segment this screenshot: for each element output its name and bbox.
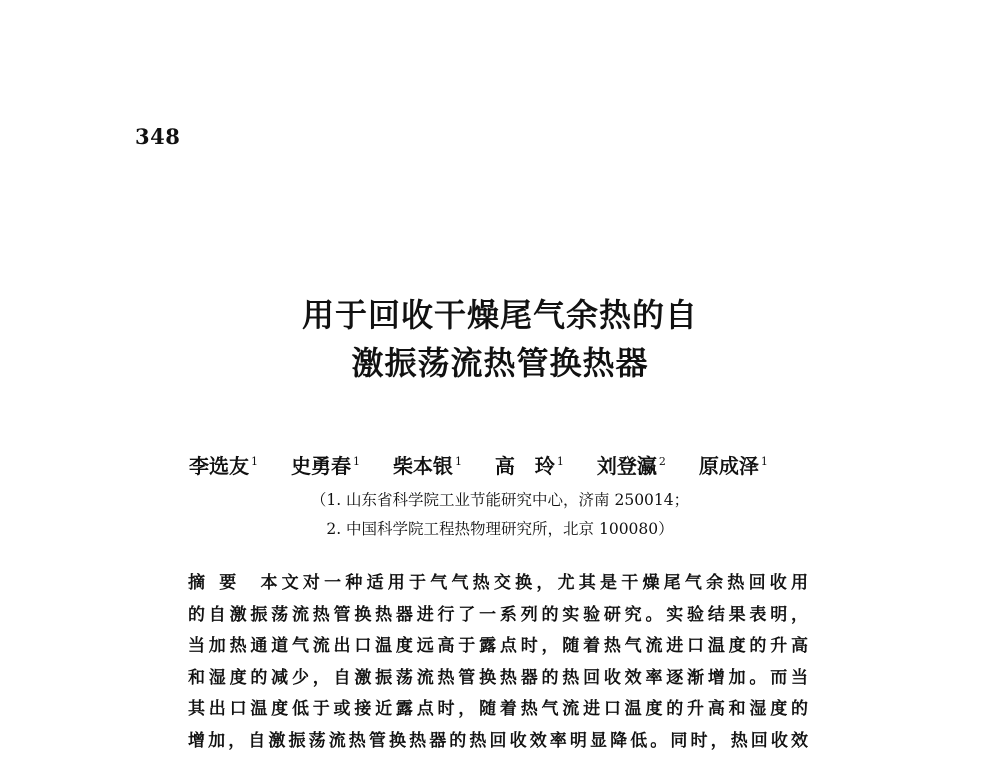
author-affiliation-mark: 1 [556, 455, 564, 469]
author-name: 柴本银 [392, 454, 453, 478]
author-name: 刘登瀛 [596, 454, 657, 478]
abstract-line: 当加热通道气流出口温度远高于露点时，随着热气流进口温度的升高 [188, 636, 808, 657]
affiliation-line-2: 2. 中国科学院工程热物理研究所，北京 100080） [326, 520, 674, 538]
author-affiliation-mark: 1 [454, 455, 462, 469]
author-name: 原成泽 [698, 454, 759, 478]
paper-title-line-1: 用于回收干燥尾气余热的自 [301, 296, 698, 334]
author [393, 454, 462, 478]
author-list [189, 450, 829, 479]
affiliation-line-1: （1. 山东省科学院工业节能研究中心，济南 250014； [310, 491, 690, 509]
author-affiliation-mark: 1 [251, 455, 258, 469]
abstract-line: 其出口温度低于或接近露点时，随着热气流进口温度的升高和湿度的 [188, 699, 808, 720]
abstract-label: 摘要 [188, 573, 251, 593]
author [597, 454, 666, 478]
abstract [188, 568, 808, 758]
author [495, 454, 564, 478]
abstract-line: 和湿度的减少，自激振荡流热管换热器的热回收效率逐渐增加。而当 [188, 667, 808, 688]
paper-title-line-2: 激振荡流热管换热器 [351, 344, 649, 382]
author-name: 史勇春 [290, 454, 351, 478]
page-number: 348 [135, 124, 181, 149]
author [189, 454, 258, 478]
author-affiliation-mark: 2 [658, 455, 666, 469]
author-name: 李选友 [189, 454, 249, 478]
abstract-line: 的自激振荡流热管换热器进行了一系列的实验研究。实验结果表明， [188, 604, 808, 625]
author-name: 高 玲 [494, 454, 555, 478]
author-affiliation-mark: 1 [352, 455, 360, 469]
abstract-line: 增加，自激振荡流热管换热器的热回收效率明显降低。同时，热回收效 [188, 730, 808, 751]
abstract-line [188, 568, 808, 600]
author-affiliation-mark: 1 [760, 455, 768, 469]
author [291, 454, 360, 478]
abstract-line-text: 本文对一种适用于气气热交换，尤其是干燥尾气余热回收用 [260, 573, 809, 593]
author [699, 454, 768, 478]
